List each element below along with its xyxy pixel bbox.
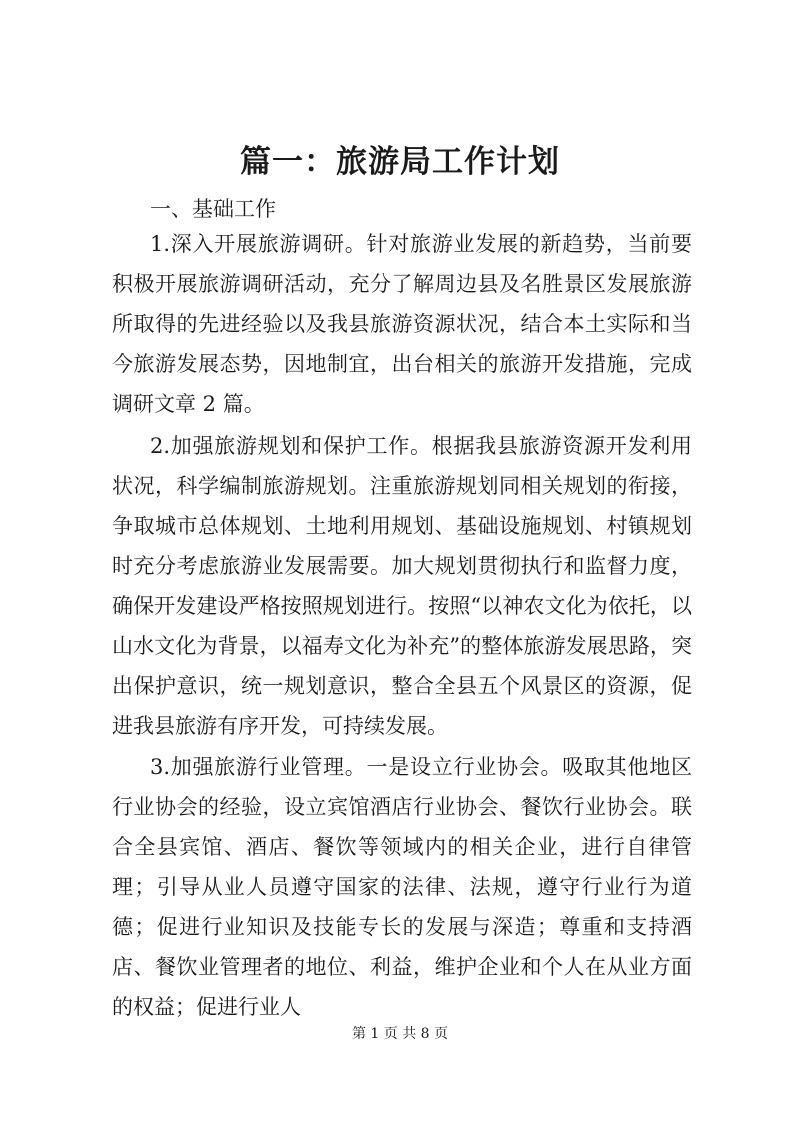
page-footer: 第 1 页 共 8 页 bbox=[351, 1026, 449, 1042]
document-title: 篇一：旅游局工作计划 bbox=[240, 144, 560, 180]
section-heading: 一、基础工作 bbox=[150, 197, 276, 221]
paragraph-2: 2.加强旅游规划和保护工作。根据我县旅游资源开发利用状况，科学编制旅游规划。注重旅游规划同相关规划的衔接，争取城市总体规划、土地利用规划、基础设施规划、村镇规划时充分考虑旅游业发展需要。加大规划贯彻执行和监督力度，确保开发建设严格按照规划进行。按照“以神农文化为依托，以山水文化为背景，以福寿文化为补充”的整体旅游发展思路，突出保护意识，统一规划意识，整合全县五个风景区的资源，促进我县旅游有序开发，可持续发展。 bbox=[112, 434, 692, 738]
paragraph-3: 3.加强旅游行业管理。一是设立行业协会。吸取其他地区行业协会的经验，设立宾馆酒店行业协会、餐饮行业协会。联合全县宾馆、酒店、餐饮等领域内的相关企业，进行自律管理；引导从业人员遵守国家的法律、法规，遵守行业行为道德；促进行业知识及技能专长的发展与深造；尊重和支持酒店、餐饮业管理者的地位、利益，维护企业和个人在从业方面的权益；促进行业人 bbox=[112, 755, 692, 1019]
paragraph-1: 1.深入开展旅游调研。针对旅游业发展的新趋势，当前要积极开展旅游调研活动，充分了解周边县及名胜景区发展旅游所取得的先进经验以及我县旅游资源状况，结合本土实际和当今旅游发展态势，因地制宜，出台相关的旅游开发措施，完成调研文章 2 篇。 bbox=[112, 232, 692, 416]
